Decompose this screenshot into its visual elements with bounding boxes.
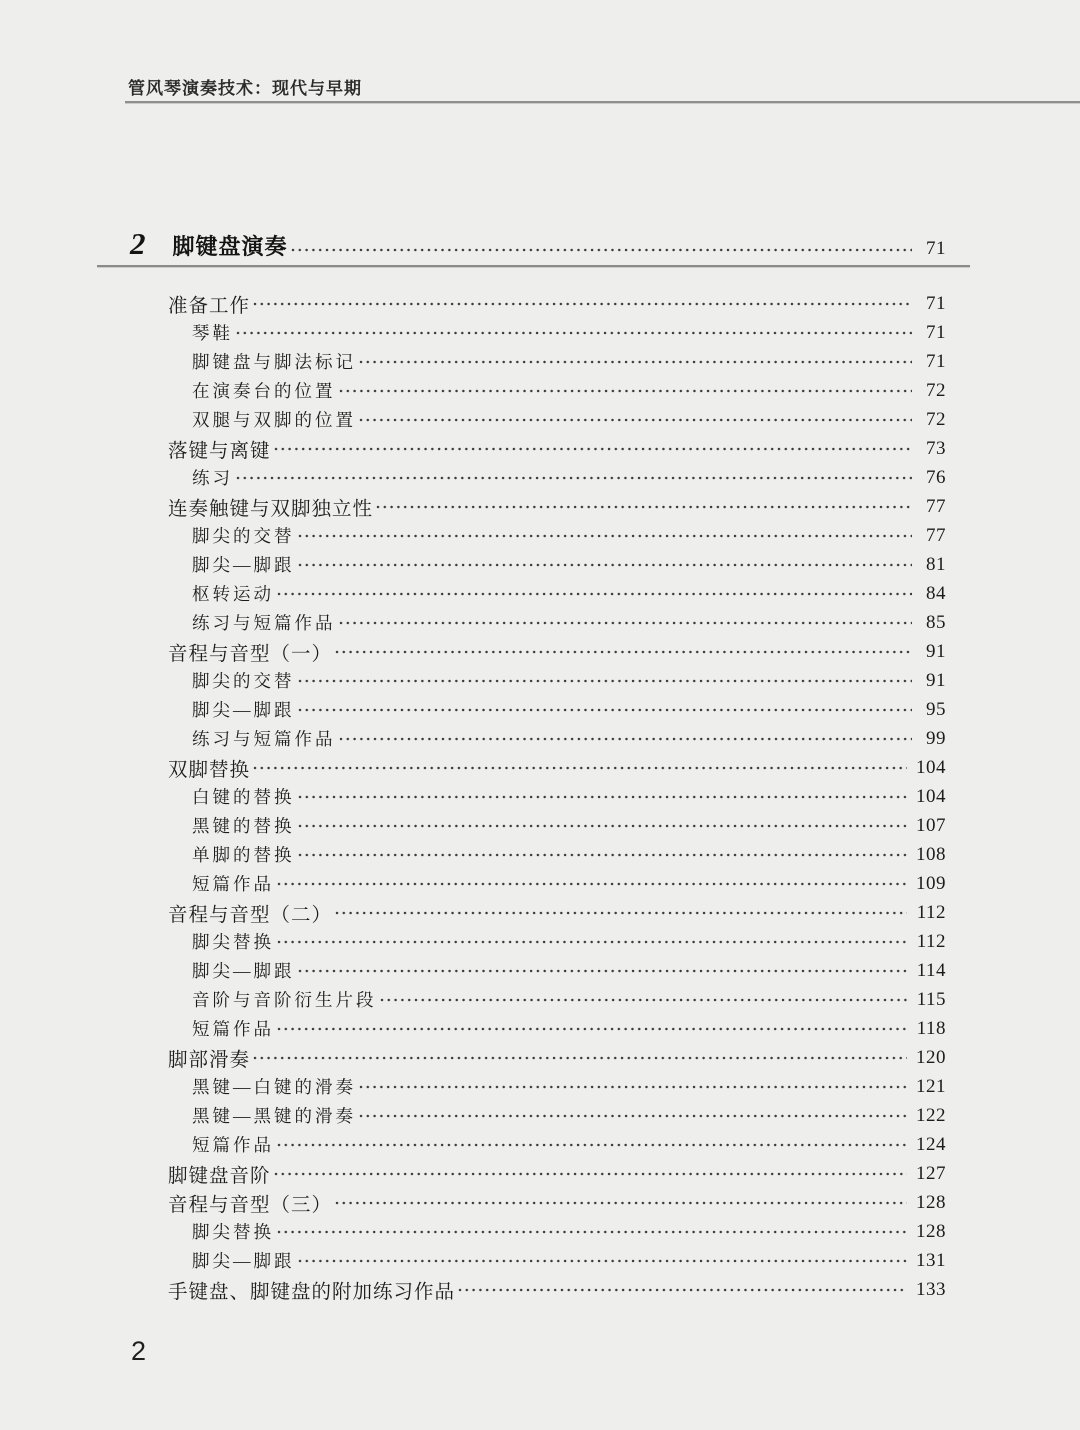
toc-page-number: 71 [926, 350, 946, 372]
toc-entry-label: 脚键盘音阶 [168, 1165, 271, 1187]
toc-entry-label: 脚部滑奏 [168, 1049, 251, 1071]
toc-entry [168, 1159, 946, 1188]
toc-entry [168, 550, 946, 579]
toc-page-number: 124 [916, 1133, 946, 1155]
toc-page-number: 118 [916, 1017, 946, 1039]
toc-dot-leader [277, 590, 912, 598]
toc-dot-leader [335, 648, 912, 656]
toc-page-number: 120 [916, 1046, 946, 1068]
toc-entry [168, 1043, 946, 1072]
toc-dot-leader [236, 474, 912, 482]
toc-entry [168, 985, 946, 1014]
toc-page-number: 84 [926, 582, 946, 604]
toc-entry [168, 318, 946, 347]
toc-page-number: 91 [926, 640, 946, 662]
toc-entry-label: 练习 [192, 468, 233, 488]
toc-page-number: 112 [916, 901, 946, 923]
toc-dot-leader [339, 735, 913, 743]
toc-entry [168, 811, 946, 840]
toc-entry-label: 脚键盘与脚法标记 [192, 352, 356, 372]
toc-entry-label: 脚尖的交替 [192, 671, 295, 691]
toc-entry [168, 608, 946, 637]
toc-dot-leader [253, 1054, 907, 1062]
toc-dot-leader [298, 706, 913, 714]
toc-entry [168, 695, 946, 724]
toc-page-number: 128 [916, 1220, 946, 1242]
toc-entry [168, 753, 946, 782]
toc-page-number: 108 [916, 843, 946, 865]
toc-page-number: 133 [916, 1278, 946, 1300]
toc-entry [168, 347, 946, 376]
toc-entry-label: 琴鞋 [192, 323, 233, 343]
toc-entry [168, 782, 946, 811]
toc-entry [168, 376, 946, 405]
toc-page-number: 72 [926, 408, 946, 430]
toc-entry [168, 927, 946, 956]
toc-page-number: 71 [926, 292, 946, 314]
page-folio: 2 [131, 1336, 147, 1366]
toc-page-number: 76 [926, 466, 946, 488]
toc-entry [168, 1275, 946, 1304]
toc-entry [168, 637, 946, 666]
toc-entry [168, 666, 946, 695]
toc-dot-leader [274, 445, 912, 453]
toc-dot-leader [335, 909, 907, 917]
toc-entry-label: 枢转运动 [192, 584, 274, 604]
toc-entry-label: 音程与音型（三） [168, 1194, 333, 1216]
chapter-title: 脚键盘演奏 [172, 234, 288, 259]
toc-page-number: 72 [926, 379, 946, 401]
toc-dot-leader [298, 822, 908, 830]
toc-entry-label: 音程与音型（一） [168, 643, 333, 665]
toc-page-number: 73 [926, 437, 946, 459]
toc-dot-leader [298, 967, 908, 975]
toc-entry [168, 1101, 946, 1130]
toc-entry [168, 579, 946, 608]
toc-page-number: 127 [916, 1162, 946, 1184]
toc-entry [168, 463, 946, 492]
toc-entry [168, 1130, 946, 1159]
toc-dot-leader [298, 851, 908, 859]
toc-dot-leader [253, 300, 912, 308]
toc-entry-label: 黑键—白键的滑奏 [192, 1077, 356, 1097]
toc-dot-leader [274, 1170, 907, 1178]
chapter-number: 2 [130, 226, 146, 261]
toc-entry-label: 音阶与音阶衍生片段 [192, 990, 377, 1010]
toc-dot-leader [277, 1025, 907, 1033]
toc-list [168, 289, 946, 1304]
toc-page-number: 121 [916, 1075, 946, 1097]
toc-dot-leader [359, 1083, 907, 1091]
toc-dot-leader [277, 1228, 907, 1236]
toc-entry-label: 脚尖—脚跟 [192, 1251, 295, 1271]
toc-entry-label: 在演奏台的位置 [192, 381, 336, 401]
toc-page-number: 77 [926, 524, 946, 546]
toc-entry-label: 白键的替换 [192, 787, 295, 807]
toc-entry [168, 434, 946, 463]
toc-page-number: 95 [926, 698, 946, 720]
toc-dot-leader [335, 1199, 907, 1207]
toc-page-number: 115 [916, 988, 946, 1010]
toc-page-number: 81 [926, 553, 946, 575]
toc-entry-label: 音程与音型（二） [168, 904, 333, 926]
toc-entry-label: 脚尖—脚跟 [192, 961, 295, 981]
toc-entry-label: 脚尖替换 [192, 932, 274, 952]
chapter-page-number: 71 [926, 238, 946, 259]
toc-page-number: 128 [916, 1191, 946, 1213]
toc-entry [168, 956, 946, 985]
toc-entry-label: 脚尖—脚跟 [192, 700, 295, 720]
toc-dot-leader [359, 1112, 907, 1120]
toc-page-number: 131 [916, 1249, 946, 1271]
toc-page-number: 104 [916, 785, 946, 807]
toc-dot-leader [253, 764, 907, 772]
toc-dot-leader [359, 416, 912, 424]
toc-entry-label: 单脚的替换 [192, 845, 295, 865]
toc-dot-leader [277, 938, 907, 946]
toc-entry-label: 黑键—黑键的滑奏 [192, 1106, 356, 1126]
toc-page-number: 114 [916, 959, 946, 981]
toc-entry-label: 脚尖—脚跟 [192, 555, 295, 575]
toc-entry-label: 落键与离键 [168, 440, 271, 462]
toc-page-number: 77 [926, 495, 946, 517]
toc-entry [168, 1246, 946, 1275]
toc-entry [168, 898, 946, 927]
toc-entry [168, 289, 946, 318]
toc-entry-label: 短篇作品 [192, 874, 274, 894]
toc-page-number: 71 [926, 321, 946, 343]
toc-entry [168, 521, 946, 550]
toc-entry [168, 1072, 946, 1101]
running-header: 管风琴演奏技术：现代与早期 [128, 79, 362, 98]
toc-entry-label: 双脚替换 [168, 759, 251, 781]
toc-entry-label: 黑键的替换 [192, 816, 295, 836]
toc-entry-label: 双腿与双脚的位置 [192, 410, 356, 430]
toc-entry-label: 短篇作品 [192, 1019, 274, 1039]
toc-dot-leader [298, 793, 908, 801]
chapter-rule [97, 265, 970, 268]
toc-dot-leader [236, 329, 912, 337]
toc-entry [168, 1217, 946, 1246]
toc-entry-label: 脚尖的交替 [192, 526, 295, 546]
toc-entry-label: 连奏触键与双脚独立性 [168, 498, 374, 520]
toc-entry-label: 练习与短篇作品 [192, 613, 336, 633]
toc-entry [168, 724, 946, 753]
toc-entry [168, 1188, 946, 1217]
toc-dot-leader [458, 1286, 907, 1294]
toc-entry [168, 492, 946, 521]
toc-page-number: 85 [926, 611, 946, 633]
toc-page-number: 109 [916, 872, 946, 894]
toc-dot-leader [277, 880, 907, 888]
toc-page-number: 91 [926, 669, 946, 691]
toc-dot-leader [298, 1257, 908, 1265]
toc-entry-label: 手键盘、脚键盘的附加练习作品 [168, 1281, 456, 1303]
toc-dot-leader [298, 561, 913, 569]
toc-dot-leader [277, 1141, 907, 1149]
toc-entry [168, 405, 946, 434]
toc-dot-leader [298, 677, 913, 685]
toc-entry [168, 1014, 946, 1043]
header-rule [125, 101, 1080, 104]
toc-entry-label: 准备工作 [168, 295, 251, 317]
toc-entry-label: 练习与短篇作品 [192, 729, 336, 749]
toc-page-number: 122 [916, 1104, 946, 1126]
toc-dot-leader [359, 358, 912, 366]
toc-page-number: 99 [926, 727, 946, 749]
toc-page-number: 112 [916, 930, 946, 952]
chapter-dot-leader [291, 246, 912, 254]
toc-dot-leader [376, 503, 912, 511]
toc-dot-leader [339, 387, 913, 395]
toc-entry-label: 脚尖替换 [192, 1222, 274, 1242]
toc-page-number: 104 [916, 756, 946, 778]
toc-entry-label: 短篇作品 [192, 1135, 274, 1155]
toc-entry [168, 840, 946, 869]
toc-dot-leader [298, 532, 913, 540]
toc-entry [168, 869, 946, 898]
toc-dot-leader [380, 996, 908, 1004]
chapter-heading [130, 228, 946, 261]
toc-dot-leader [339, 619, 913, 627]
toc-page-number: 107 [916, 814, 946, 836]
